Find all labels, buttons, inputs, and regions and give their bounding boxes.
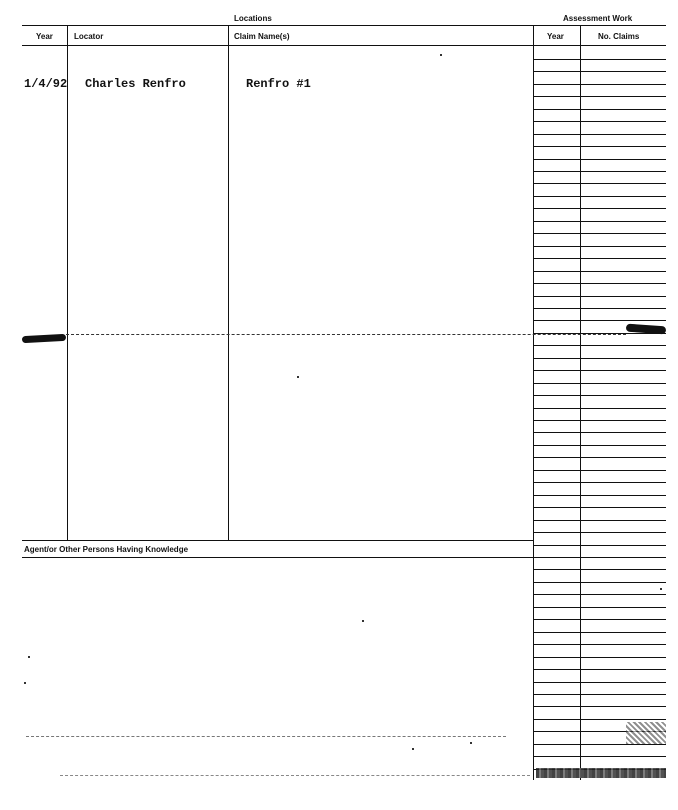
speck [28,656,30,658]
entry-year: 1/4/92 [24,77,68,91]
column-header-locator: Locator [74,32,104,41]
divider-locator-claim [228,26,229,540]
assessment-work-row-line [534,308,666,309]
assessment-work-row-line [534,258,666,259]
assessment-work-row-line [534,383,666,384]
divider-year-locator [67,26,68,540]
assessment-work-row-line [534,619,666,620]
assessment-work-row-line [534,557,666,558]
locations-section-title: Locations [234,14,272,23]
assessment-work-row-line [534,719,666,720]
assessment-work-row-line [534,208,666,209]
agent-section-label-rule [22,557,534,558]
assessment-work-row-line [534,121,666,122]
assessment-work-row-line [534,644,666,645]
column-header-year: Year [36,32,53,41]
assessment-work-row-line [534,320,666,321]
assessment-work-row-line [534,582,666,583]
bottom-dotted-line-1 [26,736,506,737]
speck [24,682,26,684]
assessment-work-row-line [534,432,666,433]
assessment-work-row-line [534,532,666,533]
assessment-work-row-line [534,520,666,521]
assessment-work-row-line [534,283,666,284]
assessment-work-row-line [534,221,666,222]
assessment-work-row-line [534,594,666,595]
speck [362,620,364,622]
corner-scan-noise [626,722,666,744]
speck [660,588,662,590]
assessment-work-row-line [534,183,666,184]
column-header-assessment-year: Year [547,32,564,41]
assessment-work-row-line [534,159,666,160]
assessment-work-section-title: Assessment Work [563,14,633,23]
assessment-work-row-line [534,358,666,359]
assessment-work-row-line [534,370,666,371]
assessment-work-row-line [534,445,666,446]
assessment-work-row-line [534,457,666,458]
agent-section-top-rule [22,540,534,541]
assessment-work-row-line [534,271,666,272]
left-edge-marker [22,334,66,343]
assessment-work-row-line [534,507,666,508]
assessment-work-row-line [534,59,666,60]
assessment-work-row-line [534,333,666,334]
assessment-work-row-line [534,657,666,658]
header-bottom-rule [22,45,666,46]
assessment-work-row-line [534,495,666,496]
bottom-scan-smudge [536,768,666,778]
assessment-work-row-line [534,470,666,471]
speck [297,376,299,378]
speck [412,748,414,750]
divider-claim-assessment [533,26,534,780]
assessment-work-row-line [534,71,666,72]
assessment-work-row-line [534,246,666,247]
assessment-work-row-line [534,744,666,745]
entry-locator: Charles Renfro [85,77,186,91]
assessment-work-row-line [534,196,666,197]
assessment-work-row-line [534,607,666,608]
assessment-work-row-line [534,669,666,670]
assessment-work-row-line [534,545,666,546]
assessment-work-row-line [534,109,666,110]
column-header-claim-names: Claim Name(s) [234,32,290,41]
assessment-work-row-line [534,408,666,409]
assessment-work-row-line [534,395,666,396]
assessment-work-row-line [534,420,666,421]
speck [440,54,442,56]
header-top-rule [22,25,666,26]
assessment-work-row-line [534,632,666,633]
divider-assessment-year-claims [580,26,581,780]
assessment-work-row-line [534,146,666,147]
assessment-work-row-line [534,171,666,172]
assessment-work-row-line [534,233,666,234]
bottom-dotted-line-2 [60,775,530,776]
assessment-work-row-line [534,96,666,97]
assessment-work-row-line [534,345,666,346]
assessment-work-row-line [534,296,666,297]
fold-line [66,334,626,335]
assessment-work-row-line [534,569,666,570]
agent-section-label: Agent/or Other Persons Having Knowledge [24,545,189,554]
assessment-work-row-line [534,482,666,483]
assessment-work-row-line [534,706,666,707]
assessment-work-row-line [534,756,666,757]
speck [470,742,472,744]
column-header-no-claims: No. Claims [598,32,640,41]
assessment-work-row-line [534,134,666,135]
assessment-work-row-line [534,682,666,683]
entry-claim-name: Renfro #1 [246,77,311,91]
assessment-work-row-line [534,84,666,85]
assessment-work-row-line [534,694,666,695]
